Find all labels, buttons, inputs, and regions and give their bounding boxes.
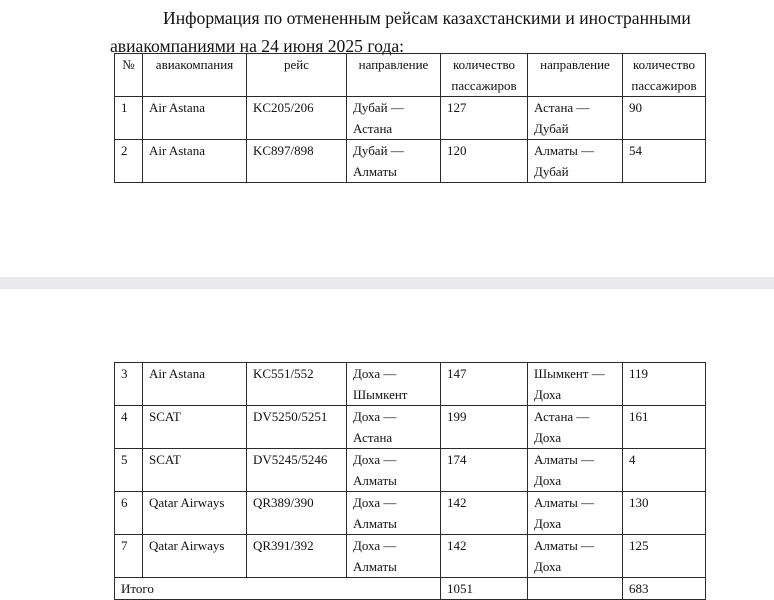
cell-passengers-out: 120 bbox=[441, 140, 528, 183]
cell-flight: QR389/390 bbox=[247, 492, 347, 535]
table-row bbox=[115, 492, 706, 535]
document-title bbox=[110, 4, 730, 60]
cell-direction-out: Доха — Алматы bbox=[347, 449, 441, 492]
cancelled-flights-table-part-2 bbox=[114, 362, 706, 600]
cell-direction-out: Доха — Алматы bbox=[347, 535, 441, 578]
table-row bbox=[115, 363, 706, 406]
table-row bbox=[115, 449, 706, 492]
total-passengers-out: 1051 bbox=[441, 578, 528, 600]
header-direction-out: направление bbox=[347, 54, 441, 97]
cell-airline: Qatar Airways bbox=[143, 492, 247, 535]
title-line-2: авиакомпаниями на 24 июня 2025 года: bbox=[110, 36, 405, 56]
cell-direction-back: Алматы — Доха bbox=[528, 492, 623, 535]
cell-flight: KC205/206 bbox=[247, 97, 347, 140]
cell-airline: Air Astana bbox=[143, 140, 247, 183]
cell-no: 5 bbox=[115, 449, 143, 492]
cell-flight: KC551/552 bbox=[247, 363, 347, 406]
header-passengers-out: количество пассажиров bbox=[441, 54, 528, 97]
cell-passengers-out: 142 bbox=[441, 535, 528, 578]
cell-no: 2 bbox=[115, 140, 143, 183]
cell-direction-out: Доха — Астана bbox=[347, 406, 441, 449]
cell-airline: Air Astana bbox=[143, 97, 247, 140]
cell-flight: DV5245/5246 bbox=[247, 449, 347, 492]
cell-passengers-back: 130 bbox=[623, 492, 706, 535]
cell-direction-out: Доха — Шымкент bbox=[347, 363, 441, 406]
cell-direction-back: Астана — Дубай bbox=[528, 97, 623, 140]
total-passengers-back: 683 bbox=[623, 578, 706, 600]
table-row bbox=[115, 406, 706, 449]
table-row bbox=[115, 97, 706, 140]
header-flight: рейс bbox=[247, 54, 347, 97]
table-total-row bbox=[115, 578, 706, 600]
total-label: Итого bbox=[115, 578, 441, 600]
cell-no: 6 bbox=[115, 492, 143, 535]
cell-passengers-back: 54 bbox=[623, 140, 706, 183]
title-line-1: Информация по отмененным рейсам казахстанскими и иностранными bbox=[163, 8, 691, 28]
cell-passengers-out: 147 bbox=[441, 363, 528, 406]
cell-no: 4 bbox=[115, 406, 143, 449]
table-header-row bbox=[115, 54, 706, 97]
cell-direction-out: Дубай — Астана bbox=[347, 97, 441, 140]
document-page-1 bbox=[0, 0, 774, 277]
cell-airline: Qatar Airways bbox=[143, 535, 247, 578]
cell-flight: KC897/898 bbox=[247, 140, 347, 183]
header-airline: авиакомпания bbox=[143, 54, 247, 97]
cell-passengers-out: 142 bbox=[441, 492, 528, 535]
cell-airline: Air Astana bbox=[143, 363, 247, 406]
document-page-2 bbox=[0, 289, 774, 600]
table-row bbox=[115, 535, 706, 578]
cell-no: 1 bbox=[115, 97, 143, 140]
header-no: № bbox=[115, 54, 143, 97]
cell-airline: SCAT bbox=[143, 406, 247, 449]
cell-passengers-out: 199 bbox=[441, 406, 528, 449]
header-passengers-back: количество пассажиров bbox=[623, 54, 706, 97]
cell-no: 3 bbox=[115, 363, 143, 406]
table-row bbox=[115, 140, 706, 183]
cell-no: 7 bbox=[115, 535, 143, 578]
cell-passengers-back: 4 bbox=[623, 449, 706, 492]
cell-flight: QR391/392 bbox=[247, 535, 347, 578]
cell-direction-out: Доха — Алматы bbox=[347, 492, 441, 535]
cell-flight: DV5250/5251 bbox=[247, 406, 347, 449]
cell-direction-back: Алматы — Доха bbox=[528, 535, 623, 578]
cell-direction-back: Шымкент — Доха bbox=[528, 363, 623, 406]
cell-passengers-back: 161 bbox=[623, 406, 706, 449]
cell-passengers-back: 119 bbox=[623, 363, 706, 406]
cell-direction-back: Алматы — Дубай bbox=[528, 140, 623, 183]
cell-airline: SCAT bbox=[143, 449, 247, 492]
cancelled-flights-table-part-1 bbox=[114, 53, 706, 183]
cell-passengers-back: 125 bbox=[623, 535, 706, 578]
cell-direction-out: Дубай — Алматы bbox=[347, 140, 441, 183]
cell-direction-back: Астана — Доха bbox=[528, 406, 623, 449]
total-empty-cell bbox=[528, 578, 623, 600]
cell-passengers-out: 127 bbox=[441, 97, 528, 140]
cell-direction-back: Алматы — Доха bbox=[528, 449, 623, 492]
cell-passengers-back: 90 bbox=[623, 97, 706, 140]
cell-passengers-out: 174 bbox=[441, 449, 528, 492]
header-direction-back: направление bbox=[528, 54, 623, 97]
